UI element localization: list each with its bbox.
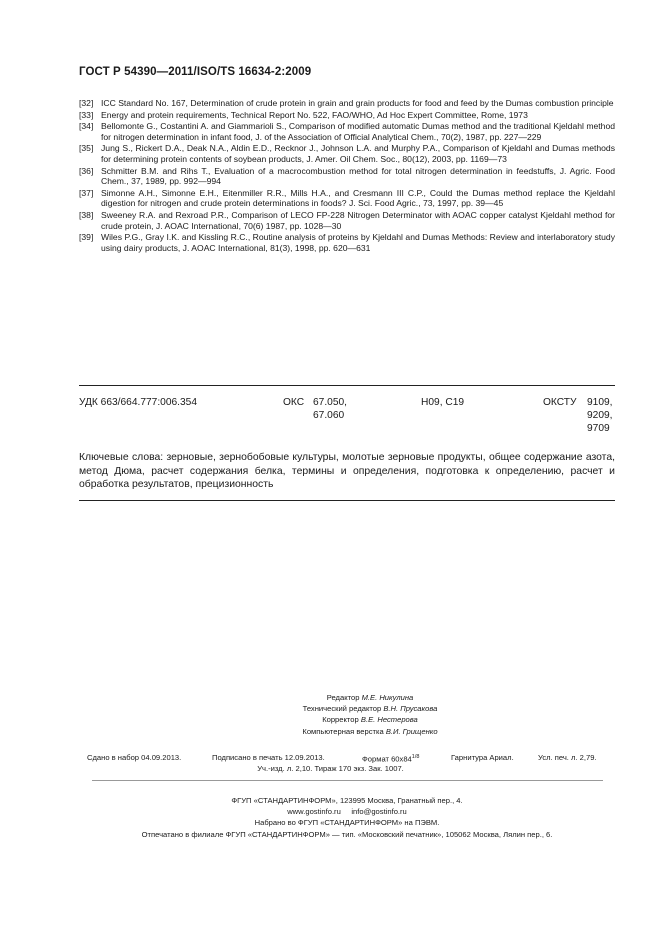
publisher-contacts [79, 806, 615, 817]
format-fraction: 1/8 [411, 754, 420, 760]
reference-item [79, 98, 615, 109]
reference-number: [34] [79, 121, 94, 132]
reference-text: ICC Standard No. 167, Determination of crude protein in grain and grain products for food and feed by the Dumas combustion principle [101, 98, 614, 108]
typesetting-info: Набрано во ФГУП «СТАНДАРТИНФОРМ» на ПЭВМ. [254, 818, 440, 828]
reference-text: Bellomonte G., Costantini A. and Giammarioli S., Comparison of modified automatic Dumas method and the traditional Kjeldahl method for nitrogen determination in infant food, J. of the Association of Official Analytical Chem., 70(2), 1987, pp. 227—229 [101, 121, 615, 142]
signed-date: Подписано в печать 12.09.2013. [212, 753, 325, 762]
reference-number: [36] [79, 165, 94, 176]
oks-code-1: 67.050, [313, 397, 347, 408]
reference-text: Schmitter B.M. and Rihs T., Evaluation of a macrocombustion method for total nitrogen determination in feedstuffs, J. Agric. Food Chem., 37, 1989, pp. 992—994 [101, 165, 615, 187]
printed-sheets: Усл. печ. л. 2,79. [538, 753, 597, 762]
credit-role: Технический редактор [302, 704, 382, 714]
publisher-address: ФГУП «СТАНДАРТИНФОРМ», 123995 Москва, Гранатный пер., 4. [231, 796, 463, 805]
credit-name: М.Е. Никулина [361, 693, 414, 702]
reference-number: [38] [79, 209, 94, 220]
credit-line [200, 714, 540, 725]
typeface: Гарнитура Ариал. [451, 753, 514, 762]
credit-name: В.Е. Нестерова [360, 715, 418, 725]
reference-number: [33] [79, 109, 94, 120]
divider-bottom [79, 500, 615, 501]
credit-name: В.Н. Прусакова [383, 704, 438, 714]
reference-item [79, 210, 615, 231]
reference-number: [39] [79, 232, 94, 243]
oks-code-2: 67.060 [313, 410, 345, 421]
credits-block [200, 692, 540, 737]
divider-top [79, 385, 615, 386]
reference-item [79, 110, 615, 121]
credit-role: Корректор [322, 715, 359, 725]
okstu-code-2: 9209, [587, 410, 613, 421]
publisher-block [79, 795, 615, 840]
okstu-code-1: 9109, [587, 397, 613, 408]
sent-date: Сдано в набор 04.09.2013. [87, 753, 182, 762]
reference-item [79, 143, 615, 164]
publisher-site[interactable]: www.gostinfo.ru [287, 807, 341, 817]
reference-item [79, 166, 615, 187]
separator-line [92, 780, 603, 781]
reference-number: [35] [79, 143, 94, 154]
reference-number: [37] [79, 187, 94, 198]
okstu-label: ОКСТУ [543, 397, 577, 408]
group-code: Н09, С19 [421, 397, 465, 408]
printing-info: Отпечатано в филиале ФГУП «СТАНДАРТИНФОРМ» — тип. «Московский печатник», 105062 Москва, Лялин пер., 6. [141, 829, 553, 839]
reference-text: Simonne A.H., Simonne E.H., Eitenmiller R.R., Mills H.A., and Cresmann III C.P., Could the Dumas method replace the Kjeldahl digestion for nitrogen and crude protein determinations in foods? J. Sci. Food Agric., 73, 1997, pp. 39—45 [101, 187, 615, 209]
reference-text: Jung S., Rickert D.A., Deak N.A., Aldin E.D., Recknor J., Johnson L.A. and Murphy P.A., Comparison of Kjeldahl and Dumas methods for determining protein contents of soybean products, J. Amer. Oil Chem. Soc., 80(12), 2003, pp. 1169—73 [101, 143, 615, 164]
reference-item [79, 188, 615, 209]
keywords-text: зерновые, зернобобовые культуры, молотые зерновые продукты, общее содержание азота, метод Дюма, расчет содержания белка, термины и определения, подготовка к определению, расчет и обработка результатов, прецизионность [79, 452, 615, 490]
reference-text: Energy and protein requirements, Technical Report No. 522, FAO/WHO, Ad Hoc Expert Committee, Rome, 1973 [101, 109, 528, 120]
edition-info: Уч.-изд. л. 2,10. Тираж 170 экз. Зак. 1007. [257, 764, 404, 773]
credit-role: Редактор [326, 693, 360, 702]
document-header: ГОСТ Р 54390—2011/ISO/TS 16634-2:2009 [79, 66, 312, 78]
credit-name: В.И. Грищенко [385, 726, 438, 736]
publisher-email[interactable]: info@gostinfo.ru [351, 807, 407, 817]
reference-item [79, 232, 615, 253]
credit-line [200, 703, 540, 714]
credit-line [200, 692, 540, 703]
okstu-code-3: 9709 [587, 423, 610, 434]
oks-label: ОКС [283, 397, 305, 408]
credit-role: Компьютерная верстка [302, 726, 384, 736]
reference-item [79, 121, 615, 142]
keywords [79, 451, 615, 492]
bibliography-list [79, 98, 615, 254]
credit-line [200, 726, 540, 737]
reference-text: Sweeney R.A. and Rexroad P.R., Comparison of LECO FP-228 Nitrogen Determinator with AOAC copper catalyst Kjeldahl method for crude protein, J. AOAC International, 70(6) 1987, pp. 1028—30 [101, 209, 615, 231]
reference-number: [32] [79, 98, 94, 108]
reference-text: Wiles P.G., Gray I.K. and Kissling R.C., Routine analysis of proteins by Kjeldahl and Dumas Methods: Review and interlaboratory study using dairy products, J. AOAC International, 81(3), 1998, pp. 620—631 [101, 232, 615, 253]
keywords-label: Ключевые слова: [79, 452, 164, 463]
format-value: Формат 60х84 [362, 754, 412, 764]
udk-code: УДК 663/664.777:006.354 [79, 397, 197, 408]
